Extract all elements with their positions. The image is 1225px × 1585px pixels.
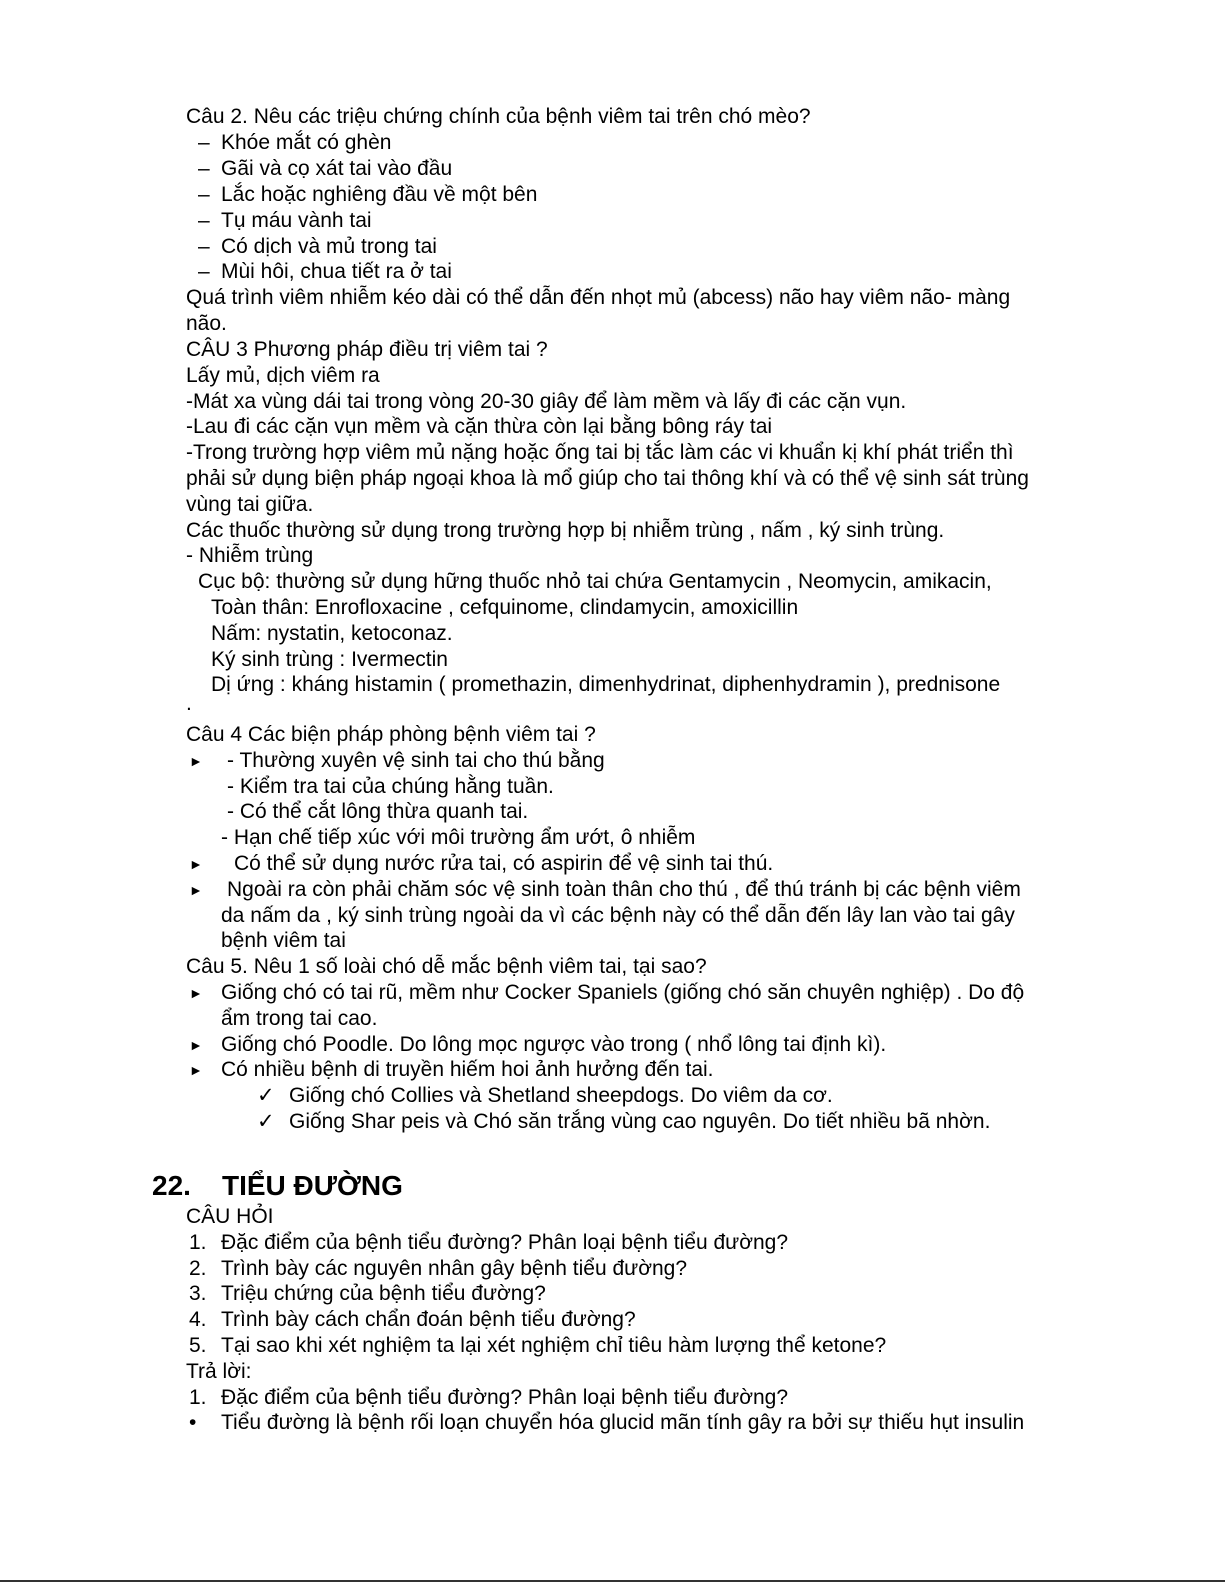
- q3-line: Toàn thân: Enrofloxacine , cefquinome, clindamycin, amoxicillin: [211, 596, 799, 619]
- arrow-bullet-icon: ►: [189, 753, 203, 769]
- section-number: 22.: [152, 1170, 191, 1201]
- dash-marker: –: [198, 260, 210, 283]
- q5-title: Câu 5. Nêu 1 số loài chó dễ mắc bệnh viêm tai, tại sao?: [186, 955, 707, 978]
- q3-line: Ký sinh trùng : Ivermectin: [211, 648, 448, 671]
- q4-title: Câu 4 Các biện pháp phòng bệnh viêm tai ?: [186, 723, 596, 746]
- question-number: 4.: [189, 1308, 207, 1331]
- arrow-bullet-icon: ►: [189, 985, 203, 1001]
- q2-item: Mùi hôi, chua tiết ra ở tai: [221, 260, 452, 283]
- q4-line: bệnh viêm tai: [221, 929, 346, 952]
- q2-item: Lắc hoặc nghiêng đầu về một bên: [221, 183, 538, 206]
- q4-line: - Thường xuyên vệ sinh tai cho thú bằng: [227, 749, 605, 772]
- answer-label: Trả lời:: [186, 1360, 252, 1383]
- q3-line: - Nhiễm trùng: [186, 544, 314, 567]
- q2-item: Khóe mắt có ghèn: [221, 131, 392, 154]
- q5-line: Giống chó Poodle. Do lông mọc ngược vào trong ( nhổ lông tai định kì).: [221, 1033, 887, 1056]
- arrow-bullet-icon: ►: [189, 1062, 203, 1078]
- q4-line: Ngoài ra còn phải chăm sóc vệ sinh toàn thân cho thú , để thú tránh bị các bệnh viêm: [227, 878, 1021, 901]
- q5-line: Giống chó có tai rũ, mềm như Cocker Spaniels (giống chó săn chuyên nghiệp) . Do độ: [221, 981, 1025, 1004]
- q2-item: Gãi và cọ xát tai vào đầu: [221, 157, 453, 180]
- q3-line: -Trong trường hợp viêm mủ nặng hoặc ống tai bị tắc làm các vi khuẩn kị khí phát triển thì: [186, 441, 1014, 464]
- q3-line: Lấy mủ, dịch viêm ra: [186, 364, 380, 387]
- arrow-bullet-icon: ►: [189, 856, 203, 872]
- arrow-bullet-icon: ►: [189, 882, 203, 898]
- q4-line: - Hạn chế tiếp xúc với môi trường ẩm ướt, ô nhiễm: [221, 826, 696, 849]
- question-text: Triệu chứng của bệnh tiểu đường?: [221, 1282, 546, 1305]
- question-text: Trình bày các nguyên nhân gây bệnh tiểu đường?: [221, 1257, 688, 1280]
- dash-marker: –: [198, 157, 210, 180]
- question-number: 5.: [189, 1334, 207, 1357]
- q3-line: Cục bộ: thường sử dụng hững thuốc nhỏ tai chứa Gentamycin , Neomycin, amikacin,: [198, 570, 992, 593]
- question-text: Tại sao khi xét nghiệm ta lại xét nghiệm chỉ tiêu hàm lượng thể ketone?: [221, 1334, 887, 1357]
- q3-line: -Mát xa vùng dái tai trong vòng 20-30 giây để làm mềm và lấy đi các cặn vụn.: [186, 390, 907, 413]
- q3-line: -Lau đi các cặn vụn mềm và cặn thừa còn lại bằng bông ráy tai: [186, 415, 773, 438]
- q3-title: CÂU 3 Phương pháp điều trị viêm tai ?: [186, 338, 548, 361]
- q4-line: - Có thể cắt lông thừa quanh tai.: [227, 800, 529, 823]
- dash-marker: –: [198, 235, 210, 258]
- q5-line: Có nhiều bệnh di truyền hiếm hoi ảnh hưởng đến tai.: [221, 1058, 714, 1081]
- q2-title: Câu 2. Nêu các triệu chứng chính của bệnh viêm tai trên chó mèo?: [186, 105, 811, 128]
- q3-line: .: [186, 692, 192, 715]
- dash-marker: –: [198, 183, 210, 206]
- q2-note: Quá trình viêm nhiễm kéo dài có thể dẫn đến nhọt mủ (abcess) não hay viêm não- màng: [186, 286, 1011, 309]
- q4-line: - Kiểm tra tai của chúng hằng tuần.: [227, 775, 554, 798]
- checkmark-icon: ✓: [257, 1084, 275, 1107]
- questions-label: CÂU HỎI: [186, 1205, 274, 1228]
- q5-line: Giống Shar peis và Chó săn trắng vùng cao nguyên. Do tiết nhiều bã nhờn.: [289, 1110, 991, 1133]
- question-text: Trình bày cách chẩn đoán bệnh tiểu đường?: [221, 1308, 636, 1331]
- answer-question: Đặc điểm của bệnh tiểu đường? Phân loại bệnh tiểu đường?: [221, 1386, 789, 1409]
- arrow-bullet-icon: ►: [189, 1037, 203, 1053]
- question-text: Đặc điểm của bệnh tiểu đường? Phân loại bệnh tiểu đường?: [221, 1231, 789, 1254]
- question-number: 1.: [189, 1231, 207, 1254]
- q2-note: não.: [186, 312, 227, 335]
- q3-line: Nấm: nystatin, ketoconaz.: [211, 622, 453, 645]
- q4-line: Có thể sử dụng nước rửa tai, có aspirin để vệ sinh tai thú.: [234, 852, 774, 875]
- bullet-dot: •: [189, 1411, 197, 1434]
- q3-line: Các thuốc thường sử dụng trong trường hợp bị nhiễm trùng , nấm , ký sinh trùng.: [186, 519, 945, 542]
- section-title: TIỂU ĐƯỜNG: [222, 1170, 403, 1201]
- q3-line: vùng tai giữa.: [186, 493, 314, 516]
- answer-text: Tiểu đường là bệnh rối loạn chuyển hóa glucid mãn tính gây ra bởi sự thiếu hụt insulin: [221, 1411, 1025, 1434]
- question-number: 3.: [189, 1282, 207, 1305]
- q2-item: Tụ máu vành tai: [221, 209, 372, 232]
- dash-marker: –: [198, 209, 210, 232]
- checkmark-icon: ✓: [257, 1110, 275, 1133]
- q4-line: da nấm da , ký sinh trùng ngoài da vì các bệnh này có thể dẫn đến lây lan vào tai gây: [221, 904, 1015, 927]
- page-bottom-rule: [0, 1580, 1225, 1582]
- q5-line: Giống chó Collies và Shetland sheepdogs. Do viêm da cơ.: [289, 1084, 833, 1107]
- answer-number: 1.: [189, 1386, 207, 1409]
- q3-line: Dị ứng : kháng histamin ( promethazin, dimenhydrinat, diphenhydramin ), prednisone: [211, 673, 1001, 696]
- q3-line: phải sử dụng biện pháp ngoại khoa là mổ giúp cho tai thông khí và có thể vệ sinh sát trùng: [186, 467, 1029, 490]
- q5-line: ẩm trong tai cao.: [221, 1007, 378, 1030]
- dash-marker: –: [198, 131, 210, 154]
- question-number: 2.: [189, 1257, 207, 1280]
- q2-item: Có dịch và mủ trong tai: [221, 235, 437, 258]
